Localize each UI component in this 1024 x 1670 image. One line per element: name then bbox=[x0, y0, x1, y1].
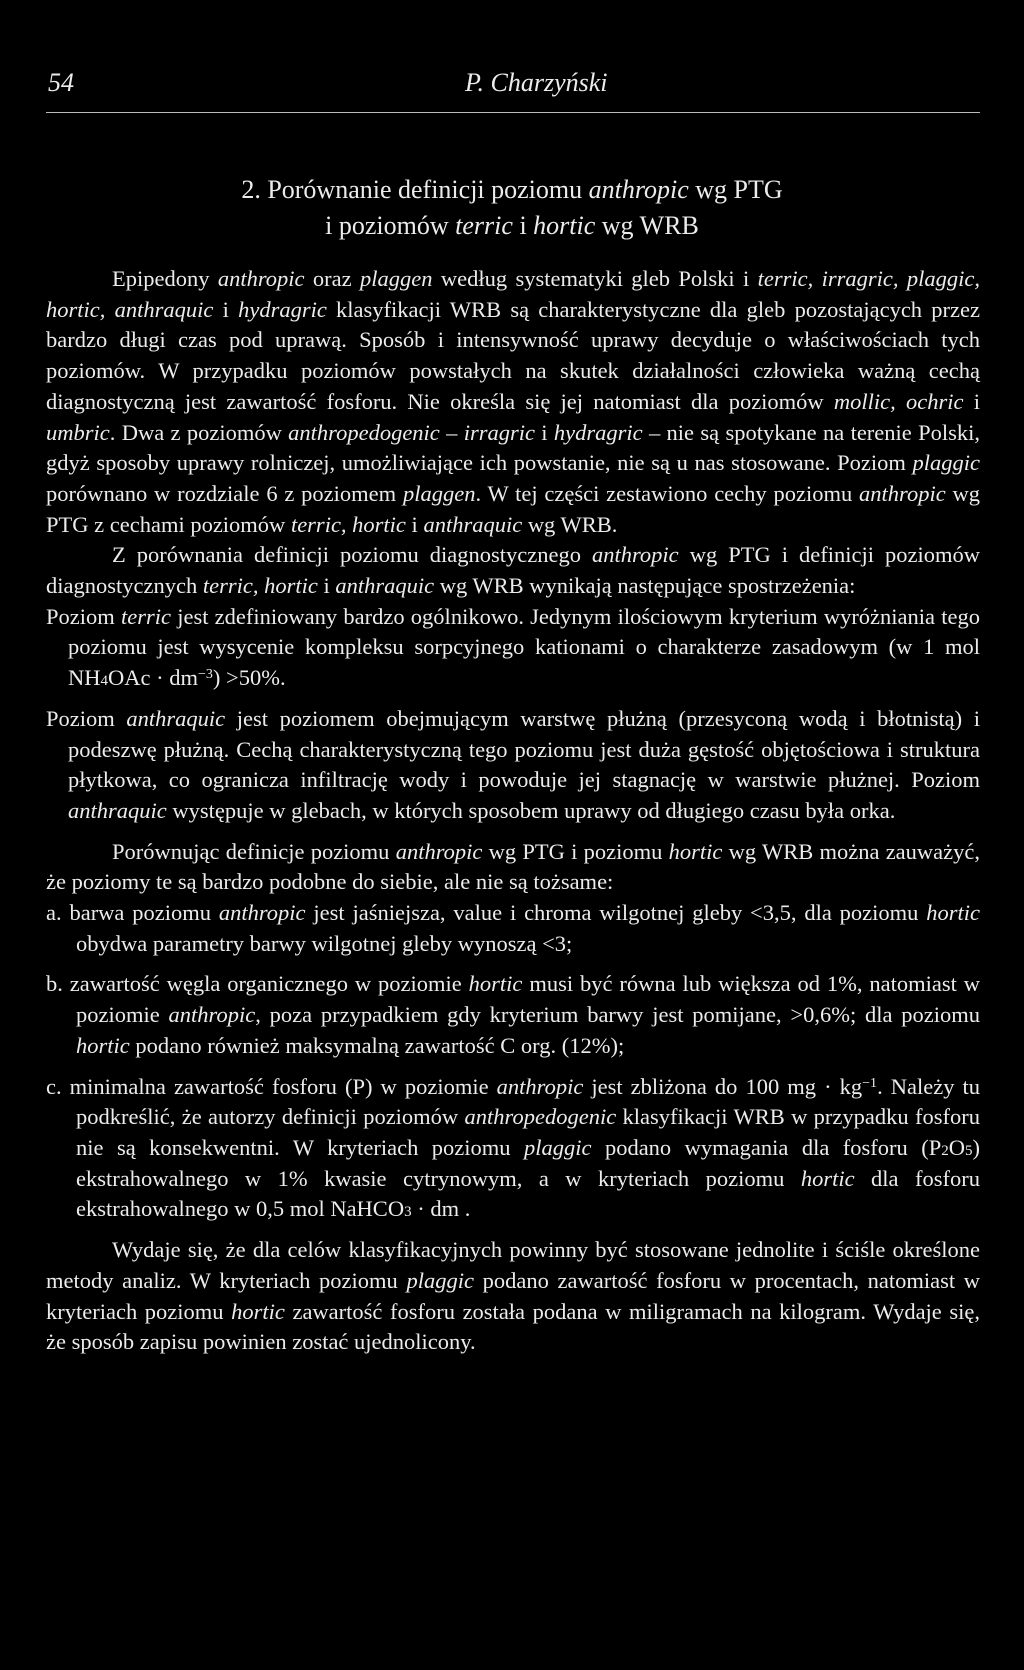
paragraph-terric: Poziom terric jest zdefiniowany bardzo ogólnikowo. Jedynym ilościowym kryterium wyróżniania tego poziomu jest wysycenie kompleksu sorpcyjnego kationami o charakterze zasadowym (w 1 mol $NH4OAc \cdot dm^{-3}) >50\%$. bbox=[46, 603, 980, 691]
paragraph-intro: Epipedony anthropic oraz plaggen według systematyki gleb Polski i terric, irragric, plaggic, hortic, anthraquic i hydragric klasyfikacji WRB są charakterystyczne dla gleb pozostających przez bardzo długi czas pod uprawą. Sposób i intensywność uprawy decyduje o właściwościach tych poziomów. W przypadku poziomów powstałych na skutek działalności człowieka ważną cechą diagnostyczną jest zawartość fosforu. Nie określa się jej natomiast dla poziomów mollic, ochric i umbric. Dwa z poziomów anthropedogenic – irragric i hydragric – nie są spotykane na terenie Polski, gdyż sposoby uprawy rolniczej, umożliwiające ich powstanie, nie są u nas stosowane. Poziom plaggic porównano w rozdziale 6 z poziomem plaggen. W tej części zestawiono cechy poziomu anthropic wg PTG z cechami poziomów terric, hortic i anthraquic wg WRB. bbox=[46, 266, 981, 537]
page-number: 54 bbox=[48, 68, 74, 97]
paragraph-anthraquic: Poziom anthraquic jest poziomem obejmującym warstwę płużną (przesyconą wodą i błotnistą) i podeszwę płużną. Cechą charakterystyczną tego poziomu jest duża gęstość objętościowa i struktura płytkowa, co ogranicza infiltrację wody i powoduje jej stagnację w warstwie płużnej. Poziom anthraquic występuje w glebach, w których sposobem uprawy od długiego czasu była orka. bbox=[46, 705, 980, 823]
list-item-b: b. zawartość węgla organicznego w poziomie hortic musi być równa lub większa od 1%, natomiast w poziomie anthropic, poza przypadkiem gdy kryterium barwy jest pomijane, >0,6%; dla poziomu hortic podano również maksymalną zawartość C org. (12%); bbox=[46, 971, 981, 1058]
paragraph-anthropic-hortic: Porównując definicje poziomu anthropic wg PTG i poziomu hortic wg WRB można zauważyć, że poziomy te są bardzo podobne do siebie, ale nie są tożsame: bbox=[46, 838, 981, 895]
header-rule bbox=[46, 112, 980, 113]
list-item-a: a. barwa poziomu anthropic jest jaśniejsza, value i chroma wilgotnej gleby <3,5, dla poziomu hortic obydwa parametry barwy wilgotnej gleby wynoszą <3; bbox=[46, 900, 980, 956]
paragraph-conclusion: Wydaje się, że dla celów klasyfikacyjnych powinny być stosowane jednolite i ściśle określone metody analiz. W kryteriach poziomu plaggic podano zawartość fosforu w procentach, natomiast w kryteriach poziomu hortic zawartość fosforu została podana w miligramach na kilogram. Wydaje się, że sposób zapisu powinien zostać ujednolicony. bbox=[46, 1237, 981, 1355]
paragraph-comparison-intro: Z porównania definicji poziomu diagnostycznego anthropic wg PTG i definicji poziomów diagnostycznych terric, hortic i anthraquic wg WRB wynikają następujące spostrzeżenia: bbox=[46, 542, 981, 599]
list-item-c: c. minimalna zawartość fosforu (P) w poziomie anthropic jest zbliżona do 100 mg · $kg^{-1}$. Należy tu podkreślić, że autorzy definicji poziomów anthropedogenic klasyfikacji WRB w przypadku fosforu nie są konsekwentni. W kryteriach poziomu plaggic podano wymagania dla fosforu (P2O5) ekstrahowalnego w 1% kwasie cytrynowym, a w kryteriach poziomu hortic dla fosforu ekstrahowalnego w 0,5 mol NaHCO3 · dm . bbox=[46, 1073, 981, 1222]
running-author: P. Charzyński bbox=[465, 68, 608, 97]
body-text bbox=[46, 264, 980, 1358]
section-title: 2. Porównanie definicji poziomu anthropic wg PTG i poziomów terric i hortic wg WRB bbox=[241, 175, 783, 240]
